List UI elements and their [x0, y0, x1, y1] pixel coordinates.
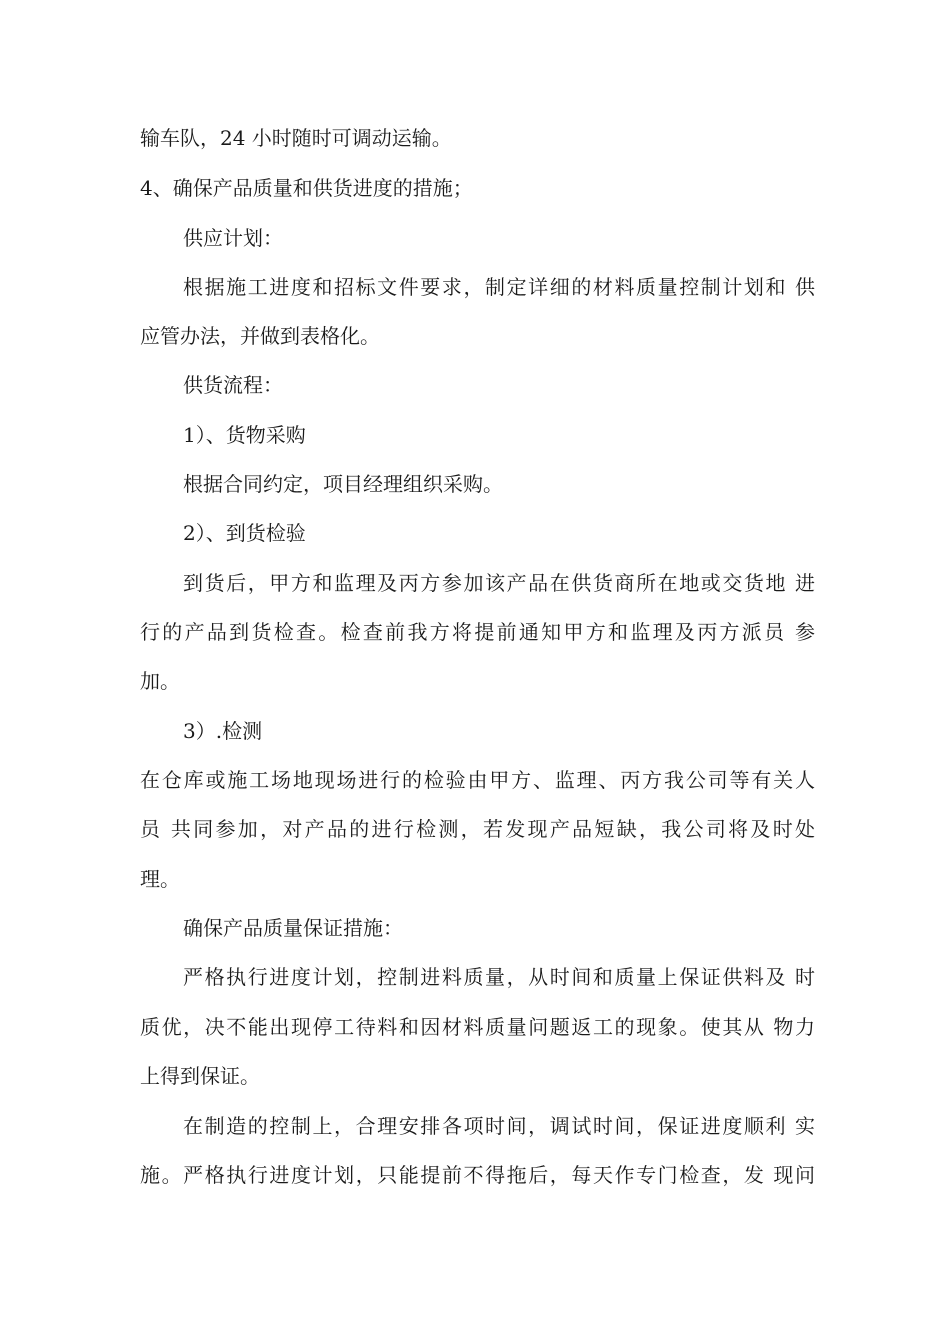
text-line: 理。: [140, 867, 180, 891]
list-item-heading: 2）、到货检验: [183, 521, 306, 545]
text-line: 到货后，甲方和监理及丙方参加该产品在供货商所在地或交货地 进: [183, 571, 815, 595]
text-line: 在仓库或施工场地现场进行的检验由甲方、监理、丙方我公司等有关人: [140, 768, 815, 792]
text-line: 质优，决不能出现停工待料和因材料质量问题返工的现象。使其从 物力: [140, 1015, 815, 1039]
subsection-heading: 确保产品质量保证措施：: [183, 916, 403, 940]
text-line: 上得到保证。: [140, 1064, 260, 1088]
text-line: 在制造的控制上，合理安排各项时间，调试时间，保证进度顺利 实: [183, 1114, 815, 1138]
text-line: 根据合同约定，项目经理组织采购。: [183, 472, 503, 496]
text-line: 严格执行进度计划，控制进料质量，从时间和质量上保证供料及 时: [183, 965, 815, 989]
text-line: 员 共同参加，对产品的进行检测，若发现产品短缺，我公司将及时处: [140, 817, 815, 841]
text-line: 施。严格执行进度计划，只能提前不得拖后，每天作专门检查，发 现问: [140, 1163, 815, 1187]
list-item-heading: 3）.检测: [183, 719, 263, 743]
text-line: 加。: [140, 669, 180, 693]
subsection-heading: 供货流程：: [183, 373, 283, 397]
text-line: 根据施工进度和招标文件要求，制定详细的材料质量控制计划和 供: [183, 275, 815, 299]
subsection-heading: 供应计划：: [183, 226, 283, 250]
section-heading: 4、确保产品质量和供货进度的措施；: [140, 176, 473, 200]
text-line: 输车队，24 小时随时可调动运输。: [140, 126, 452, 150]
text-line: 应管办法，并做到表格化。: [140, 324, 380, 348]
list-item-heading: 1）、货物采购: [183, 423, 306, 447]
text-line: 行的产品到货检查。检查前我方将提前通知甲方和监理及丙方派员 参: [140, 620, 815, 644]
